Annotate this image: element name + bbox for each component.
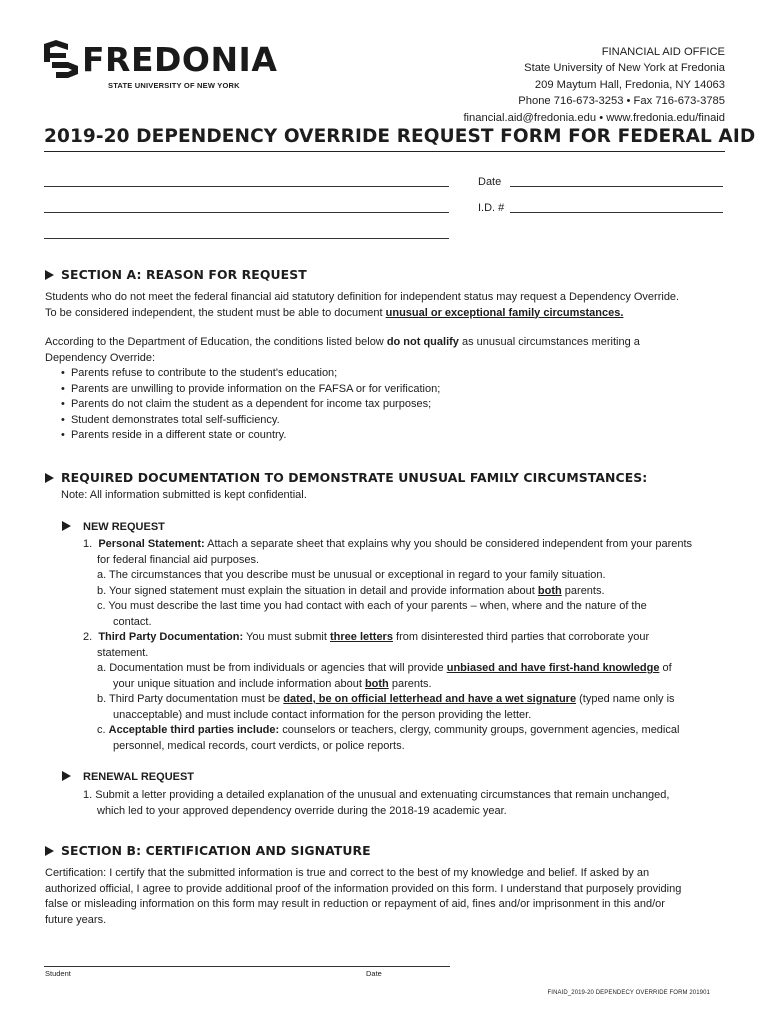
renewal-request-item-1: 1. Submit a letter providing a detailed explanation of the unusual and extenuating circumstances that remain unchanged, which led to your approved dependency override during the 2018-19 academic year. xyxy=(83,789,670,817)
office-institution: State University of New York at Fredonia xyxy=(524,62,725,75)
list-item: • Parents are unwilling to provide information on the FAFSA or for verification; xyxy=(61,382,441,395)
list-item: • Student demonstrates total self-sufficiency. xyxy=(61,413,280,426)
list-item: • Parents reside in a different state or country. xyxy=(61,429,287,441)
triangle-bullet-icon xyxy=(45,846,54,856)
office-phone-fax: Phone 716-673-3253 • Fax 716-673-3785 xyxy=(518,95,725,108)
section-a-paragraph-2: According to the Department of Education, the conditions listed below do not qualify as unusual circumstances meriting a Dependency Override: xyxy=(45,336,640,364)
logo-subtitle: STATE UNIVERSITY OF NEW YORK xyxy=(108,81,240,90)
office-contact-block xyxy=(463,44,725,126)
signature-date-label: Date xyxy=(366,969,382,978)
list-item: • Parents do not claim the student as a dependent for income tax purposes; xyxy=(61,398,432,410)
section-b-heading: SECTION B: CERTIFICATION AND SIGNATURE xyxy=(45,843,371,858)
fredonia-logo-mark-icon xyxy=(44,40,78,80)
signature-line[interactable] xyxy=(44,966,450,967)
name-line-2[interactable] xyxy=(44,212,449,213)
new-request-item-1: 1. Personal Statement: Attach a separate sheet that explains why you should be considered independent from your parents for federal financial aid purposes. a. The circumstances that you describe must be unusual or exceptional in regard to your family situation. b. Your signed statement must explain the situation in detail and provide information about both parents. c. You must describe the last time you had contact with each of your parents – when, where and the nature of the contact. 2. Third Party Documentation: You must submit three letters from disinterested third parties that corroborate your statement. a. Documentation must be from individuals or agencies that will provide unbiased and have first-hand knowledge of your unique situation and include information about both parents. b. Third Party documentation must be dated, be on official letterhead and have a wet signature (typed name only is unacceptable) and must include contact information for the person providing the letter. c. Acceptable third parties include: counselors or teachers, clergy, community groups, government agencies, medical personnel, medical records, court verdicts, or police reports. xyxy=(83,538,693,752)
confidentiality-note: Note: All information submitted is kept confidential. xyxy=(61,489,307,501)
id-label: I.D. # xyxy=(478,202,505,214)
id-field[interactable] xyxy=(510,212,723,213)
documentation-heading: REQUIRED DOCUMENTATION TO DEMONSTRATE UNUSUAL FAMILY CIRCUMSTANCES: xyxy=(45,470,647,485)
list-item: • Parents refuse to contribute to the student's education; xyxy=(61,367,338,379)
section-a-heading: SECTION A: REASON FOR REQUEST xyxy=(45,267,307,282)
university-logo xyxy=(44,40,284,94)
form-code-footer: FINAID_2019-20 DEPENDECY OVERRIDE FORM 201901 xyxy=(547,990,710,996)
office-address: 209 Maytum Hall, Fredonia, NY 14063 xyxy=(534,78,725,91)
renewal-request-heading: RENEWAL REQUEST xyxy=(62,771,194,783)
triangle-bullet-icon xyxy=(45,270,54,280)
title-divider xyxy=(44,151,725,152)
triangle-bullet-icon xyxy=(62,771,71,781)
office-email-web: financial.aid@fredonia.edu • www.fredonia.edu/finaid xyxy=(463,111,725,124)
new-request-heading: NEW REQUEST xyxy=(62,521,165,533)
section-a-paragraph-1: Students who do not meet the federal financial aid statutory definition for independent status may request a Dependency Override. To be considered independent, the student must be able to document unusual or exceptional family circumstances. xyxy=(45,291,680,319)
date-label: Date xyxy=(478,176,502,188)
non-qualifying-conditions-list xyxy=(61,366,440,444)
triangle-bullet-icon xyxy=(62,521,71,531)
triangle-bullet-icon xyxy=(45,473,54,483)
student-signature-label: Student xyxy=(45,969,71,978)
office-name: FINANCIAL AID OFFICE xyxy=(601,46,725,58)
name-line-3[interactable] xyxy=(44,238,449,239)
certification-text: Certification: I certify that the submitted information is true and correct to the best of my knowledge and belief. If asked by an authorized official, I agree to provide additional proof of the information provided on this form. I understand that purposely providing false or misleading information on this form may result in reduction or repayment of aid, fines and/or imprisonment in this and/or future years. xyxy=(45,867,682,926)
date-field[interactable] xyxy=(510,186,723,187)
name-line-1[interactable] xyxy=(44,186,449,187)
logo-wordmark: FREDONIA xyxy=(82,40,278,79)
form-title: 2019-20 DEPENDENCY OVERRIDE REQUEST FORM FOR FEDERAL AID xyxy=(44,126,756,147)
